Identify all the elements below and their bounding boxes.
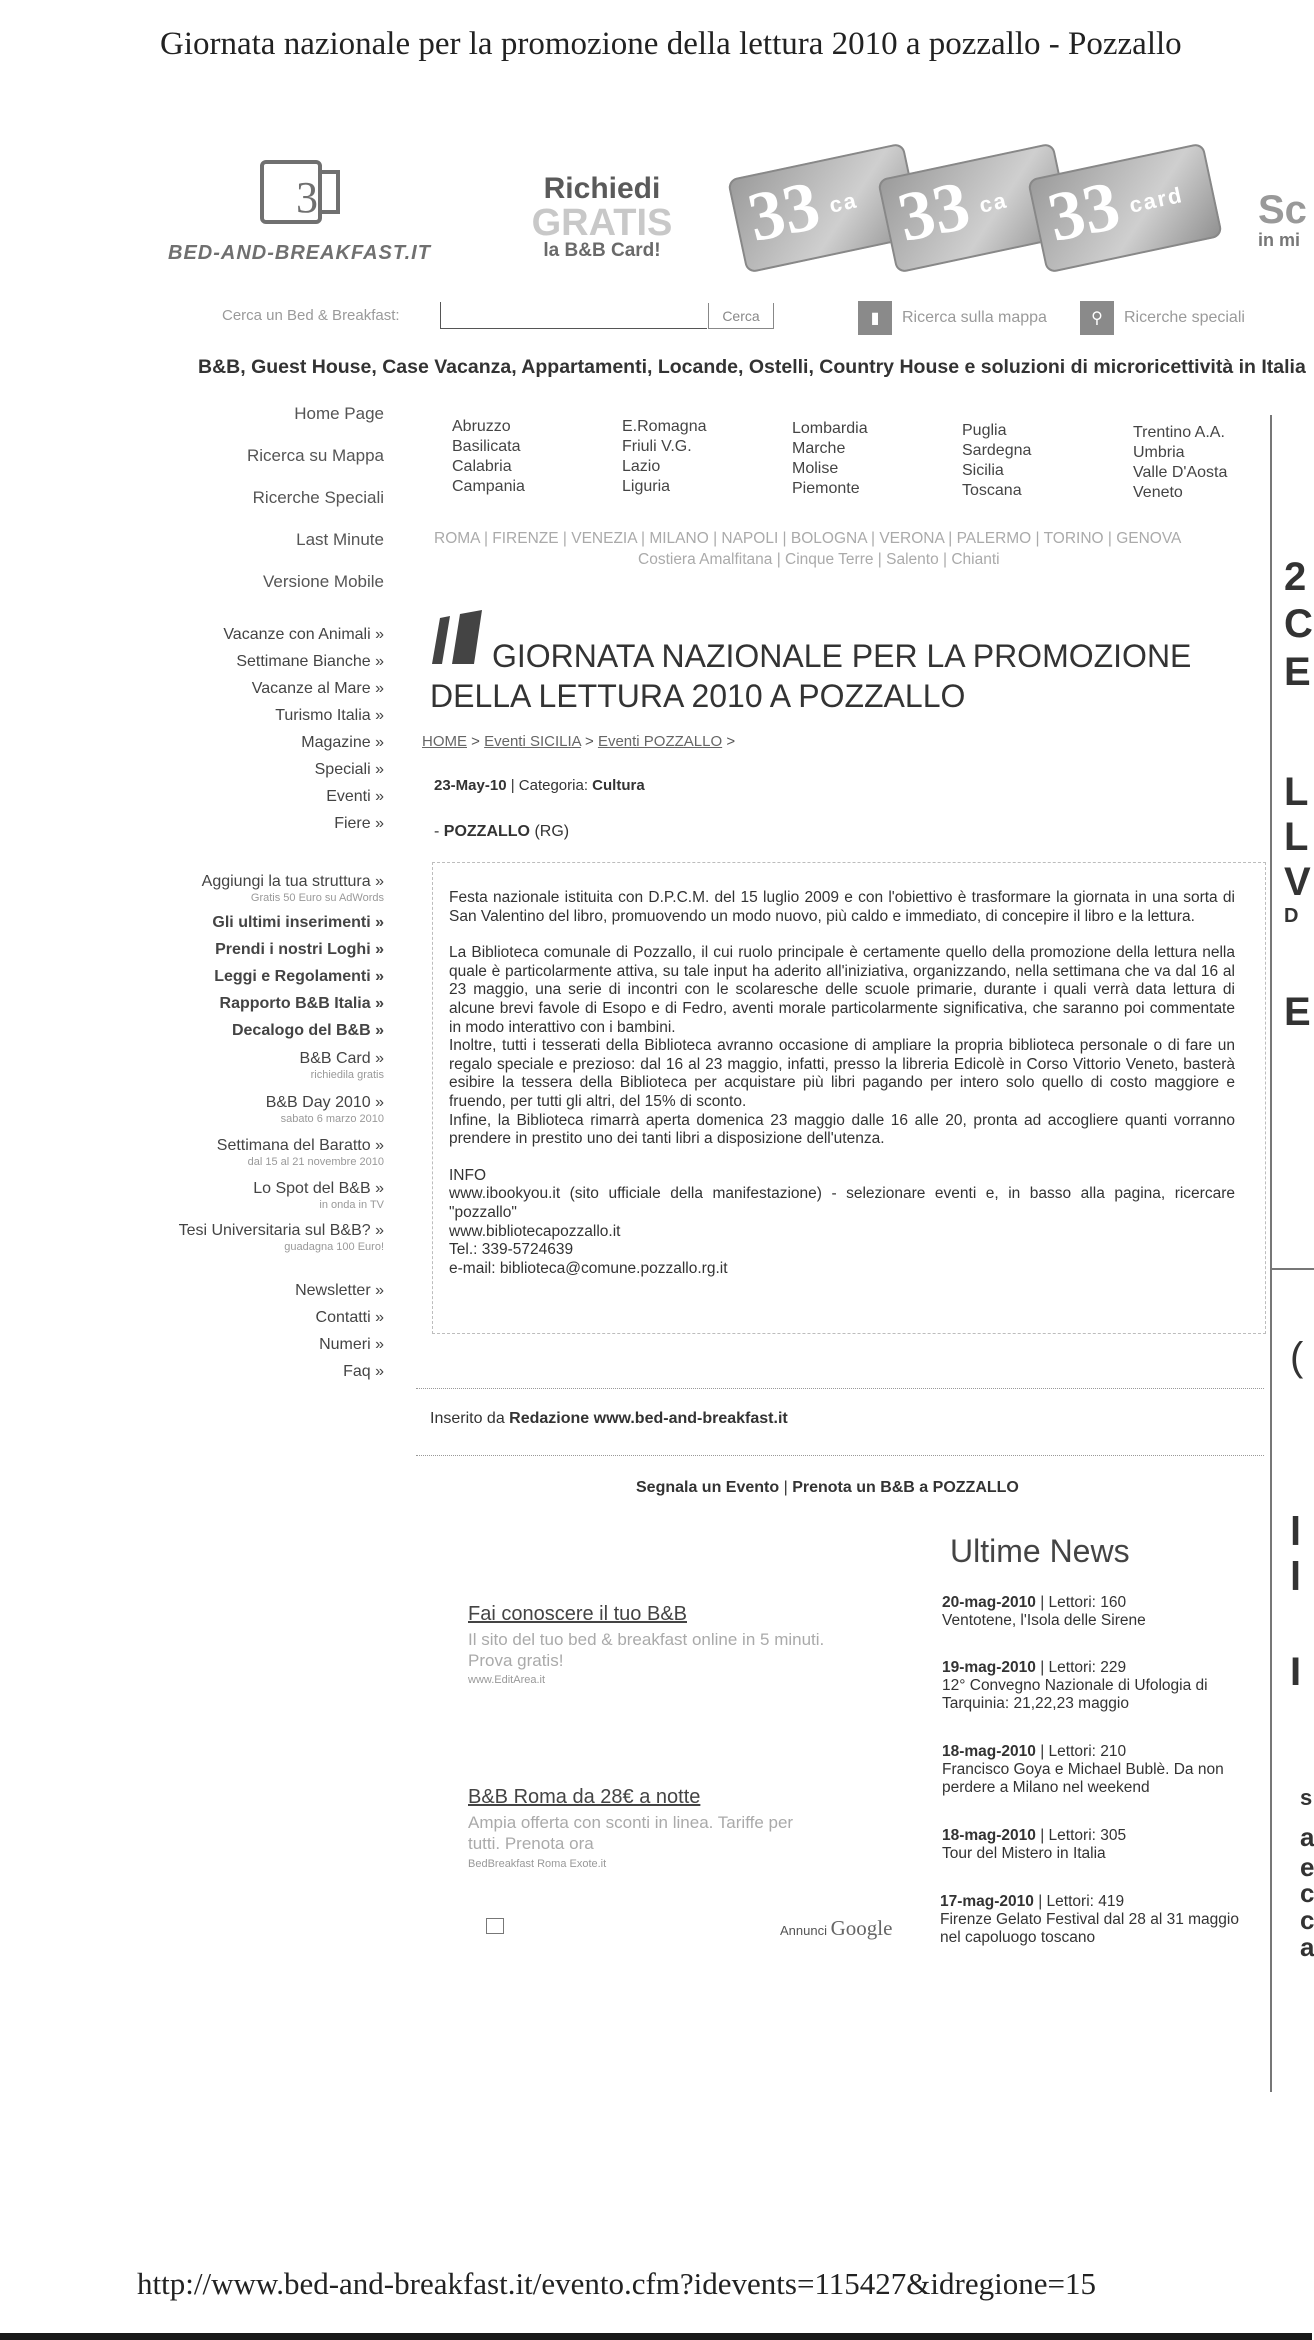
edge-char: D	[1284, 905, 1299, 927]
edge-fragment	[1284, 815, 1308, 860]
news-item[interactable]	[942, 1659, 1252, 1713]
nav-card[interactable]: B&B Card »	[299, 1050, 384, 1067]
news-readers: | Lettori: 210	[1035, 1743, 1127, 1760]
edge-char: c	[1300, 1878, 1314, 1908]
nav-magazine[interactable]: Magazine »	[301, 734, 384, 751]
edge-fragment	[1284, 905, 1298, 928]
info-line[interactable]: www.bibliotecapozzallo.it	[449, 1222, 621, 1240]
location-prefix: -	[434, 823, 444, 840]
region-link[interactable]: Liguria	[622, 478, 671, 495]
news-title: Ultime News	[950, 1533, 1130, 1569]
article-date: 23-May-10	[434, 777, 507, 794]
news-text[interactable]: Firenze Gelato Festival dal 28 al 31 maggio nel capoluogo toscano	[940, 1911, 1239, 1946]
region-link[interactable]: Puglia	[962, 422, 1007, 439]
nav-map-search[interactable]: Ricerca su Mappa	[246, 446, 384, 465]
nav-barter[interactable]: Settimana del Baratto »	[216, 1137, 384, 1154]
news-item[interactable]	[940, 1893, 1250, 1947]
info-line[interactable]: www.ibookyou.it (sito ufficiale della manifestazione) - selezionare eventi e, in basso alla pagina, ricercare "pozzallo"	[449, 1185, 1235, 1221]
edge-char: l	[1290, 1555, 1302, 1599]
page-url: http://www.bed-and-breakfast.it/evento.cfm?idevents=115427&idregione=15	[137, 2266, 1096, 2301]
logo-text: BED-AND-BREAKFAST.IT	[168, 242, 431, 264]
edge-fragment	[1290, 1335, 1303, 1380]
magnifier-icon: ⚲	[1080, 301, 1114, 335]
news-text[interactable]: Tour del Mistero in Italia	[942, 1845, 1106, 1862]
news-date: 20-mag-2010	[942, 1594, 1036, 1611]
region-link[interactable]: Valle D'Aosta	[1133, 464, 1228, 481]
edge-fragment	[1284, 555, 1306, 600]
ad-title[interactable]: B&B Roma da 28€ a notte	[468, 1786, 701, 1808]
region-link[interactable]: Lazio	[622, 458, 661, 475]
region-link[interactable]: Lombardia	[792, 420, 868, 437]
nav-tourism[interactable]: Turismo Italia »	[275, 707, 384, 724]
author-name: Redazione www.bed-and-breakfast.it	[509, 1410, 788, 1427]
location-province: (RG)	[530, 823, 570, 840]
article-meta	[434, 777, 645, 794]
promo-line-3: la B&B Card!	[543, 240, 661, 261]
article-paragraph: La Biblioteca comunale di Pozzallo, il cui ruolo principale è certamente quello della promozione della lettura nella quale è particolarmente attiva, su tale input ha aderito all'iniziativa, organizzando, nella settimana che va dal 16 al 23 maggio, una serie di incontri con le scolaresche delle scuole primarie, durante i quali verrà data lettura di alcune brevi favole di Esopo e di Fedro, aventi morale particolarmente significativa, che saranno poi commentate in modo interattivo con i bambini.	[449, 944, 1235, 1036]
region-link[interactable]: Sardegna	[962, 442, 1032, 459]
breadcrumb	[422, 733, 735, 750]
edge-fragment	[1284, 860, 1311, 905]
nav-faq[interactable]: Faq »	[343, 1363, 384, 1380]
edge-char: 2	[1284, 555, 1307, 599]
nav-latest[interactable]: Gli ultimi inserimenti »	[212, 914, 384, 931]
edge-fragment	[1284, 602, 1313, 647]
map-icon: ▮	[858, 301, 892, 335]
edge-fragment	[1284, 770, 1308, 815]
article-box	[432, 862, 1266, 1334]
region-link[interactable]: Campania	[452, 478, 525, 495]
article-paragraph: Infine, la Biblioteca rimarrà aperta domenica 23 maggio dalle 16 alle 20, pronta ad accogliere quanti vorranno prendere in prestito uno dei tanti libri a disposizione dell'utenza.	[449, 1111, 1235, 1148]
right-banner-subtext: in mi	[1258, 230, 1301, 250]
card-label: card	[1126, 181, 1186, 218]
edge-char: E	[1284, 650, 1311, 694]
nav-newsletter[interactable]: Newsletter »	[295, 1282, 384, 1299]
report-event-link[interactable]: Segnala un Evento	[636, 1479, 780, 1496]
nav-bb-day-sub: sabato 6 marzo 2010	[280, 1113, 384, 1125]
nav-logos[interactable]: Prendi i nostri Loghi »	[215, 941, 384, 958]
divider	[416, 1388, 1264, 1389]
edge-char: L	[1284, 770, 1309, 814]
nav-events[interactable]: Eventi »	[326, 788, 384, 805]
article-paragraph: Inoltre, tutti i tesserati della Biblioteca avranno occasione di ampliare la propria biblioteca personale o di fare un regalo speciale e prezioso: dal 16 al 23 maggio, infatti, presso la libreria Edicolè in Corso Vittorio Veneto, basterà esibire la tessera della Biblioteca per acquistare più libri pagando per intero solo quello di costo maggiore e fruendo, per tutti gli altri, del 15% di sconto.	[449, 1037, 1235, 1110]
nav-mobile[interactable]: Versione Mobile	[263, 572, 384, 591]
nav-spot[interactable]: Lo Spot del B&B »	[253, 1180, 384, 1197]
card-label: ca	[826, 187, 861, 218]
city-links[interactable]: ROMA | FIRENZE | VENEZIA | MILANO | NAPOLI | BOLOGNA | VERONA | PALERMO | TORINO | GENOVA	[434, 530, 1182, 547]
logo-mark-icon	[256, 154, 356, 234]
map-search-link[interactable]	[858, 300, 1047, 336]
news-text[interactable]: Ventotene, l'Isola delle Sirene	[942, 1612, 1146, 1629]
divider	[416, 1455, 1264, 1456]
edge-fragment	[1300, 1932, 1314, 1963]
ad-url[interactable]: BedBreakfast Roma Exote.it	[468, 1858, 607, 1870]
region-link[interactable]: Toscana	[962, 482, 1022, 499]
nav-add-property[interactable]: Aggiungi la tua struttura »	[201, 873, 384, 890]
region-link[interactable]: Sicilia	[962, 462, 1004, 479]
nav-special-search[interactable]: Ricerche Speciali	[252, 488, 384, 507]
edge-char: E	[1284, 990, 1311, 1034]
search-label: Cerca un Bed & Breakfast:	[222, 307, 400, 324]
scan-edge	[0, 2333, 1312, 2340]
region-link[interactable]: E.Romagna	[622, 418, 707, 435]
region-link[interactable]: Piemonte	[792, 480, 860, 497]
article-headline: GIORNATA NAZIONALE PER LA PROMOZIONE DELLA LETTURA 2010 A POZZALLO	[430, 638, 1192, 714]
edge-char: a	[1300, 1932, 1314, 1962]
news-date: 17-mag-2010	[940, 1893, 1034, 1910]
promo-line-1: Richiedi	[543, 172, 661, 205]
nav-thesis-sub: guadagna 100 Euro!	[284, 1241, 384, 1253]
news-text[interactable]: 12° Convegno Nazionale di Ufologia di Tarquinia: 21,22,23 maggio	[942, 1677, 1208, 1712]
article-author	[430, 1410, 788, 1428]
area-links[interactable]: Costiera Amalfitana | Cinque Terre | Salento | Chianti	[638, 551, 1000, 568]
nav-laws[interactable]: Leggi e Regolamenti »	[214, 968, 384, 985]
ads-by-google[interactable]	[780, 1916, 892, 1941]
search-input[interactable]	[440, 302, 707, 329]
book-bb-link[interactable]: Prenota un B&B a POZZALLO	[792, 1479, 1019, 1496]
edge-char: c	[1300, 1905, 1314, 1935]
news-item[interactable]	[942, 1827, 1252, 1863]
edge-char: e	[1300, 1852, 1314, 1882]
edge-char: l	[1290, 1510, 1302, 1554]
special-search-label: Ricerche speciali	[1124, 309, 1245, 326]
news-date: 18-mag-2010	[942, 1827, 1036, 1844]
nav-contacts[interactable]: Contatti »	[315, 1309, 384, 1326]
nav-seaside[interactable]: Vacanze al Mare »	[251, 680, 384, 697]
edge-fragment	[1284, 990, 1311, 1035]
news-readers: | Lettori: 160	[1035, 1594, 1127, 1611]
news-readers: | Lettori: 229	[1035, 1659, 1127, 1676]
site-logo[interactable]	[168, 150, 478, 275]
breadcrumb-home[interactable]: HOME	[422, 733, 467, 750]
news-item[interactable]	[942, 1594, 1252, 1630]
card-promo[interactable]	[512, 172, 692, 262]
page-title: Giornata nazionale per la promozione della lettura 2010 a pozzallo - Pozzallo	[160, 26, 1182, 62]
nav-add-property-sub: Gratis 50 Euro su AdWords	[250, 892, 384, 904]
site-tagline: B&B, Guest House, Case Vacanza, Appartamenti, Locande, Ostelli, Country House e soluzioni di microricettività in Italia	[198, 356, 1306, 378]
location-city: POZZALLO	[443, 823, 530, 840]
ad-body: Il sito del tuo bed & breakfast online in 5 minuti. Prova gratis!	[468, 1630, 825, 1670]
edge-fragment	[1290, 1650, 1301, 1695]
info-line[interactable]: e-mail: biblioteca@comune.pozzallo.rg.it	[449, 1259, 728, 1277]
news-readers: | Lettori: 305	[1035, 1827, 1127, 1844]
nav-barter-sub: dal 15 al 21 novembre 2010	[247, 1156, 384, 1168]
edge-fragment	[1290, 1510, 1301, 1555]
edge-fragment	[1290, 1555, 1301, 1600]
breadcrumb-separator: >	[722, 733, 736, 750]
edge-fragment	[1300, 1822, 1314, 1853]
special-search-link[interactable]	[1080, 300, 1245, 336]
news-item[interactable]	[942, 1743, 1252, 1797]
region-link[interactable]: Umbria	[1133, 444, 1185, 461]
nav-numbers[interactable]: Numeri »	[319, 1336, 384, 1353]
map-search-label: Ricerca sulla mappa	[902, 309, 1047, 326]
card-number: 33	[741, 167, 827, 258]
info-title: INFO	[449, 1166, 487, 1184]
breadcrumb-region[interactable]: Eventi SICILIA	[484, 733, 581, 750]
ads-label: Annunci	[780, 1923, 827, 1938]
article-category: Cultura	[592, 777, 645, 794]
nav-last-minute[interactable]: Last Minute	[296, 530, 384, 549]
breadcrumb-separator: >	[580, 733, 598, 750]
article-location	[434, 823, 569, 841]
region-link[interactable]: Calabria	[452, 458, 512, 475]
nav-home[interactable]: Home Page	[294, 404, 384, 423]
edge-char: I	[1290, 1650, 1302, 1694]
nav-fairs[interactable]: Fiere »	[334, 815, 384, 832]
ad-choices-icon[interactable]	[486, 1918, 504, 1934]
region-link[interactable]: Marche	[792, 440, 846, 457]
edge-fragment	[1300, 1785, 1312, 1811]
card-number: 33	[1041, 167, 1127, 258]
edge-char: L	[1284, 815, 1309, 859]
nav-ski[interactable]: Settimane Bianche »	[236, 653, 384, 670]
edge-char: V	[1284, 860, 1311, 904]
news-date: 19-mag-2010	[942, 1659, 1036, 1676]
nav-card-sub: richiedila gratis	[310, 1069, 384, 1081]
edge-char: (	[1290, 1335, 1304, 1379]
breadcrumb-separator: >	[467, 733, 485, 750]
right-banner-text[interactable]: Sc	[1258, 188, 1307, 232]
edge-char: s	[1300, 1785, 1313, 1810]
nav-pets[interactable]: Vacanze con Animali »	[223, 626, 384, 643]
nav-spot-sub: in onda in TV	[319, 1199, 384, 1211]
news-readers: | Lettori: 419	[1033, 1893, 1125, 1910]
news-date: 18-mag-2010	[942, 1743, 1036, 1760]
region-link[interactable]: Abruzzo	[452, 418, 511, 435]
region-link[interactable]: Veneto	[1133, 484, 1183, 501]
region-link[interactable]: Molise	[792, 460, 839, 477]
breadcrumb-city[interactable]: Eventi POZZALLO	[597, 733, 723, 750]
ad-title[interactable]: Fai conoscere il tuo B&B	[468, 1603, 687, 1625]
nav-decalogue[interactable]: Decalogo del B&B »	[231, 1022, 384, 1039]
nav-thesis[interactable]: Tesi Universitaria sul B&B? »	[178, 1222, 384, 1239]
google-brand: Google	[830, 1916, 893, 1940]
edge-char: C	[1284, 602, 1313, 646]
logo-digit: 3	[296, 173, 318, 222]
edge-char: a	[1300, 1822, 1314, 1852]
card-number: 33	[891, 167, 977, 258]
article-body	[449, 889, 1235, 1278]
action-links	[636, 1479, 1019, 1497]
card-label: ca	[976, 187, 1011, 218]
region-link[interactable]: Trentino A.A.	[1133, 424, 1225, 441]
link-separator: |	[779, 1479, 793, 1496]
nav-specials[interactable]: Speciali »	[314, 761, 384, 778]
region-link[interactable]: Basilicata	[452, 438, 521, 455]
category-label: | Categoria:	[506, 777, 593, 794]
nav-bb-day[interactable]: B&B Day 2010 »	[265, 1094, 384, 1111]
news-text[interactable]: Francisco Goya e Michael Bublè. Da non perdere a Milano nel weekend	[942, 1761, 1224, 1796]
ad-body: Ampia offerta con sconti in linea. Tariffe per tutti. Prenota ora	[468, 1813, 794, 1853]
article-paragraph: Festa nazionale istituita con D.P.C.M. del 15 luglio 2009 e con l'obiettivo è trasformare la giornata in una sorta di San Valentino del libro, promuovendo un modo nuovo, più caldo e immediato, di concepire il libro e la lettura.	[449, 889, 1235, 925]
promo-line-2: GRATIS	[531, 202, 673, 244]
edge-fragment	[1284, 650, 1311, 695]
region-link[interactable]: Friuli V.G.	[622, 438, 692, 455]
info-line: Tel.: 339-5724639	[449, 1241, 574, 1259]
search-button[interactable]: Cerca	[708, 303, 774, 329]
author-prefix: Inserito da	[430, 1410, 510, 1427]
ad-url[interactable]: www.EditArea.it	[468, 1674, 546, 1686]
nav-report[interactable]: Rapporto B&B Italia »	[219, 995, 384, 1012]
